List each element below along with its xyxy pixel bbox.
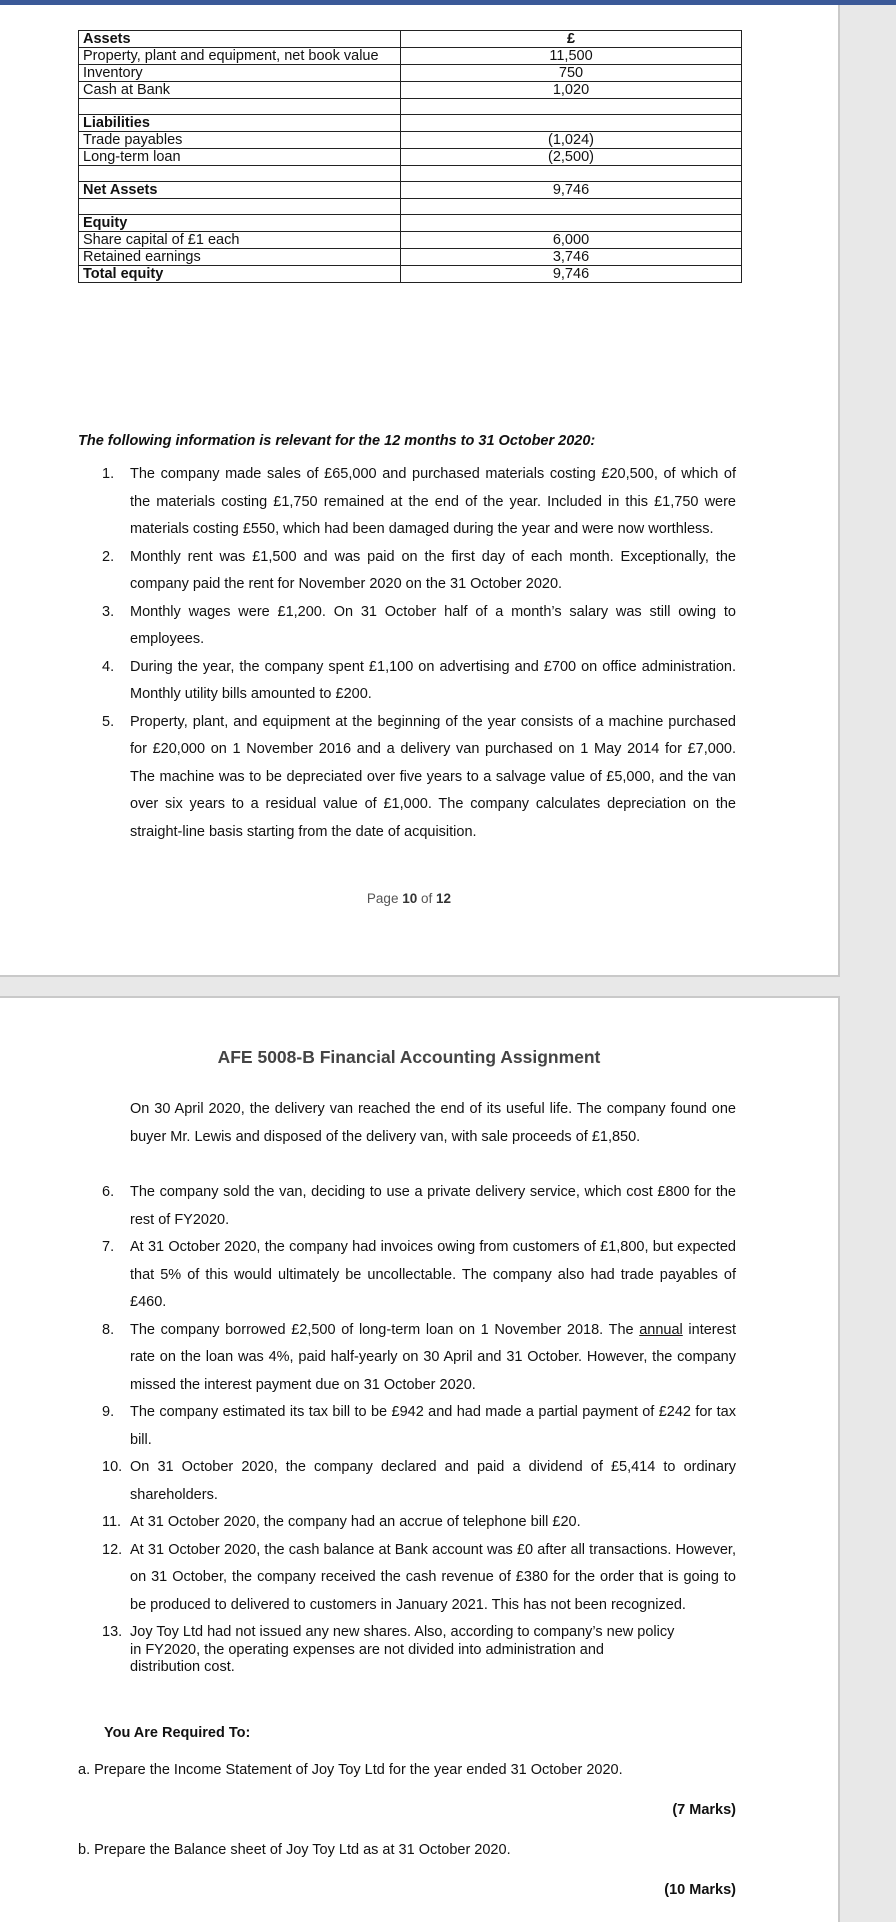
info-list-page-11	[102, 1179, 736, 1677]
assets-heading: Assets	[79, 31, 401, 48]
question-a: a. Prepare the Income Statement of Joy Toy Ltd for the year ended 31 October 2020.	[78, 1762, 623, 1778]
share-capital-value: 6,000	[401, 232, 742, 249]
page-header-title: AFE 5008-B Financial Accounting Assignment	[217, 1047, 601, 1067]
loan-value: (2,500)	[401, 149, 742, 166]
table-row	[79, 249, 742, 266]
net-assets-value: 9,746	[401, 182, 742, 199]
list-item: 3. Monthly wages were £1,200. On 31 October half of a month’s salary was still owing to employees.	[102, 603, 736, 647]
continued-paragraph: On 30 April 2020, the delivery van reached the end of its useful life. The company found one buyer Mr. Lewis and disposed of the delivery van, with sale proceeds of £1,850.	[130, 1101, 736, 1145]
ppe-label: Property, plant and equipment, net book value	[79, 48, 401, 65]
total-equity-value: 9,746	[401, 266, 742, 283]
retained-earnings-label: Retained earnings	[79, 249, 401, 266]
list-item: 9. The company estimated its tax bill to be £942 and had made a partial payment of £242 for tax bill.	[102, 1404, 736, 1448]
list-item: 8. The company borrowed £2,500 of long-term loan on 1 November 2018. The annual interest rate on the loan was 4%, paid half-yearly on 30 April and 31 October. However, the company missed the interest payment due on 31 October 2020.	[102, 1321, 736, 1393]
table-row	[79, 149, 742, 166]
table-row	[79, 199, 742, 215]
list-item: 5. Property, plant, and equipment at the beginning of the year consists of a machine purchased for £20,000 on 1 November 2016 and a delivery van purchased on 1 May 2014 for £7,000. The machine was to be depreciated over five years to a salvage value of £5,000, and the van over six years to a residual value of £1,000. The company calculates depreciation on the straight-line basis starting from the date of acquisition.	[102, 713, 736, 840]
list-item: 2. Monthly rent was £1,500 and was paid on the first day of each month. Exceptionally, the company paid the rent for November 2020 on the 31 October 2020.	[102, 548, 736, 592]
list-item: 11. At 31 October 2020, the company had an accrue of telephone bill £20.	[102, 1514, 581, 1530]
liabilities-heading: Liabilities	[79, 115, 401, 132]
required-heading: You Are Required To:	[104, 1725, 251, 1741]
equity-heading: Equity	[79, 215, 401, 232]
trade-payables-label: Trade payables	[79, 132, 401, 149]
list-item: 10. On 31 October 2020, the company declared and paid a dividend of £5,414 to ordinary shareholders.	[102, 1459, 736, 1503]
list-item: 4. During the year, the company spent £1,100 on advertising and £700 on office administration. Monthly utility bills amounted to £200.	[102, 658, 736, 702]
total-equity-label: Total equity	[79, 266, 401, 283]
loan-label: Long-term loan	[79, 149, 401, 166]
table-row	[79, 31, 742, 48]
table-row	[79, 82, 742, 99]
retained-earnings-value: 3,746	[401, 249, 742, 266]
list-item: 7. At 31 October 2020, the company had invoices owing from customers of £1,800, but expected that 5% of this would ultimately be uncollectable. The company also had trade payables of £460.	[102, 1239, 736, 1310]
table-row	[79, 115, 742, 132]
info-list-page-10	[102, 461, 736, 846]
info-heading: The following information is relevant for the 12 months to 31 October 2020:	[78, 433, 596, 449]
question-b-marks: (10 Marks)	[664, 1882, 736, 1898]
list-item: 13. Joy Toy Ltd had not issued any new shares. Also, according to company’s new policy in FY2020, the operating expenses are not divided into administration and distribution cost.	[102, 1624, 675, 1675]
question-a-marks: (7 Marks)	[672, 1802, 736, 1818]
table-row	[79, 132, 742, 149]
table-row	[79, 99, 742, 115]
ppe-value: 11,500	[401, 48, 742, 65]
table-row	[79, 215, 742, 232]
trade-payables-value: (1,024)	[401, 132, 742, 149]
table-row	[79, 65, 742, 82]
table-row	[79, 182, 742, 199]
page-number: Page 10 of 12	[366, 891, 452, 906]
list-item: 1. The company made sales of £65,000 and purchased materials costing £20,500, of which of the materials costing £1,750 remained at the end of the year. Included in this £1,750 were materials costing £550, which had been damaged during the year and were now worthless.	[102, 466, 736, 537]
share-capital-label: Share capital of £1 each	[79, 232, 401, 249]
list-item: 12. At 31 October 2020, the cash balance at Bank account was £0 after all transactions. However, on 31 October, the company received the cash revenue of £380 for the order that is going to be produced to delivered to customers in January 2021. This has not been recognized.	[102, 1541, 736, 1613]
cash-label: Cash at Bank	[79, 82, 401, 99]
question-b: b. Prepare the Balance sheet of Joy Toy Ltd as at 31 October 2020.	[78, 1842, 511, 1858]
table-row	[79, 232, 742, 249]
table-row	[79, 166, 742, 182]
currency-heading: £	[401, 31, 742, 48]
underlined-annual: annual	[639, 1321, 683, 1338]
inventory-label: Inventory	[79, 65, 401, 82]
balance-sheet-table	[78, 30, 742, 283]
cash-value: 1,020	[401, 82, 742, 99]
table-row	[79, 266, 742, 283]
inventory-value: 750	[401, 65, 742, 82]
net-assets-label: Net Assets	[79, 182, 401, 199]
list-item: 6. The company sold the van, deciding to use a private delivery service, which cost £800 for the rest of FY2020.	[102, 1184, 736, 1228]
table-row	[79, 48, 742, 65]
